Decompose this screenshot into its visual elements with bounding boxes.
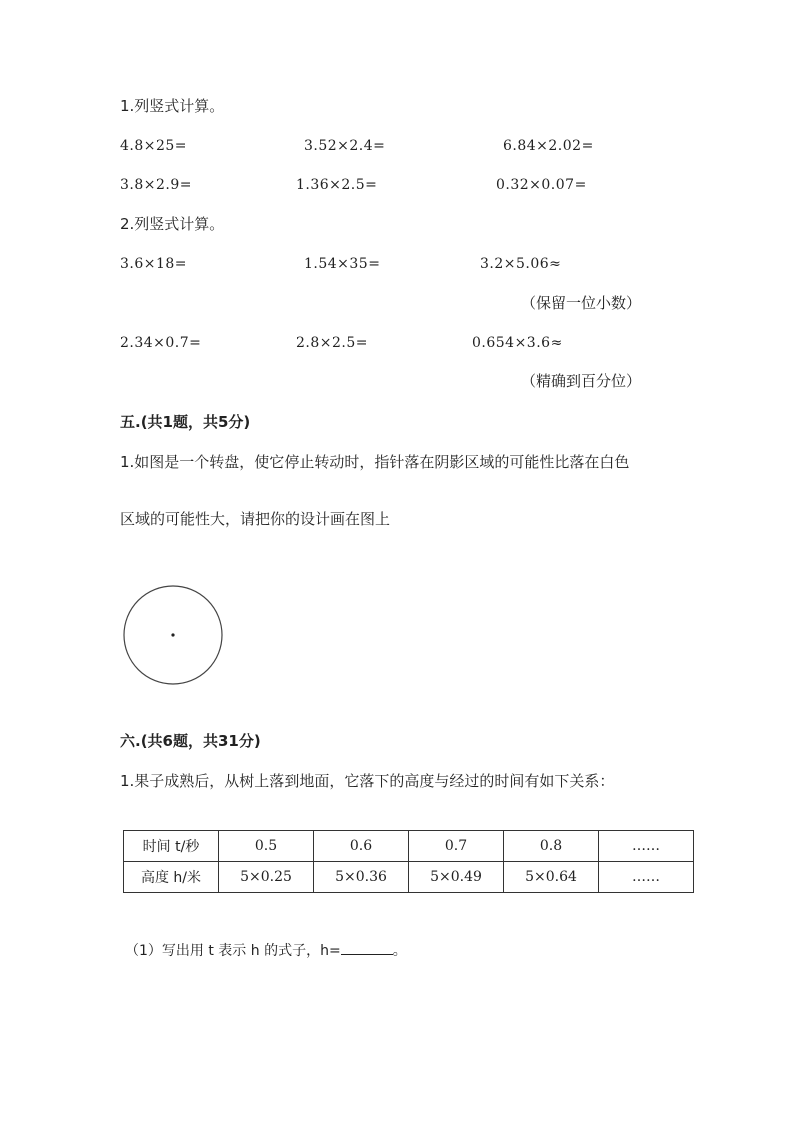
table-cell: 0.6 bbox=[314, 831, 409, 862]
answer-blank[interactable] bbox=[341, 940, 393, 955]
question-text: 1.如图是一个转盘，使它停止转动时，指针落在阴影区域的可能性比落在白色 bbox=[120, 453, 630, 471]
table-cell: …… bbox=[599, 862, 694, 893]
table-row bbox=[124, 831, 694, 862]
table-cell: 5×0.25 bbox=[219, 862, 314, 893]
q2-title: 2.列竖式计算。 bbox=[120, 215, 225, 233]
table-cell: 0.7 bbox=[409, 831, 504, 862]
calc-item: 0.654×3.6≈ bbox=[472, 335, 563, 351]
sub-question-end: 。 bbox=[392, 943, 407, 959]
sub-question-text: （1）写出用 t 表示 h 的式子，h= bbox=[125, 943, 341, 959]
table-cell: 0.5 bbox=[219, 831, 314, 862]
q1-title: 1.列竖式计算。 bbox=[120, 97, 225, 115]
table-cell: 5×0.36 bbox=[314, 862, 409, 893]
calc-item: 0.32×0.07= bbox=[496, 177, 587, 193]
calc-item: 3.2×5.06≈ bbox=[480, 256, 562, 272]
calc-item: 4.8×25= bbox=[120, 138, 188, 154]
question-text: 区域的可能性大，请把你的设计画在图上 bbox=[120, 510, 391, 528]
calc-item: 6.84×2.02= bbox=[503, 138, 594, 154]
calc-item: 2.34×0.7= bbox=[120, 335, 202, 351]
question-text: 1.果子成熟后，从树上落到地面，它落下的高度与经过的时间有如下关系： bbox=[120, 772, 615, 790]
calc-item: 1.54×35= bbox=[304, 256, 381, 272]
spinner-center-dot bbox=[171, 633, 174, 636]
calc-item: 3.52×2.4= bbox=[304, 138, 386, 154]
calc-item: 3.6×18= bbox=[120, 256, 188, 272]
sub-question bbox=[125, 940, 407, 961]
spinner-circle bbox=[120, 583, 226, 689]
table-cell: 时间 t/秒 bbox=[124, 831, 219, 862]
table-cell: 高度 h/米 bbox=[124, 862, 219, 893]
table-row bbox=[124, 862, 694, 893]
table-cell: 0.8 bbox=[504, 831, 599, 862]
calc-item: 1.36×2.5= bbox=[296, 177, 378, 193]
table-cell: …… bbox=[599, 831, 694, 862]
rounding-note: （精确到百分位） bbox=[521, 372, 642, 390]
table-cell: 5×0.49 bbox=[409, 862, 504, 893]
time-height-table bbox=[123, 830, 694, 893]
calc-item: 2.8×2.5= bbox=[296, 335, 368, 351]
calc-item: 3.8×2.9= bbox=[120, 177, 192, 193]
rounding-note: （保留一位小数） bbox=[521, 294, 642, 312]
table-cell: 5×0.64 bbox=[504, 862, 599, 893]
section-heading: 五.(共1题，共5分) bbox=[120, 413, 251, 431]
section-heading: 六.(共6题，共31分) bbox=[120, 732, 261, 750]
